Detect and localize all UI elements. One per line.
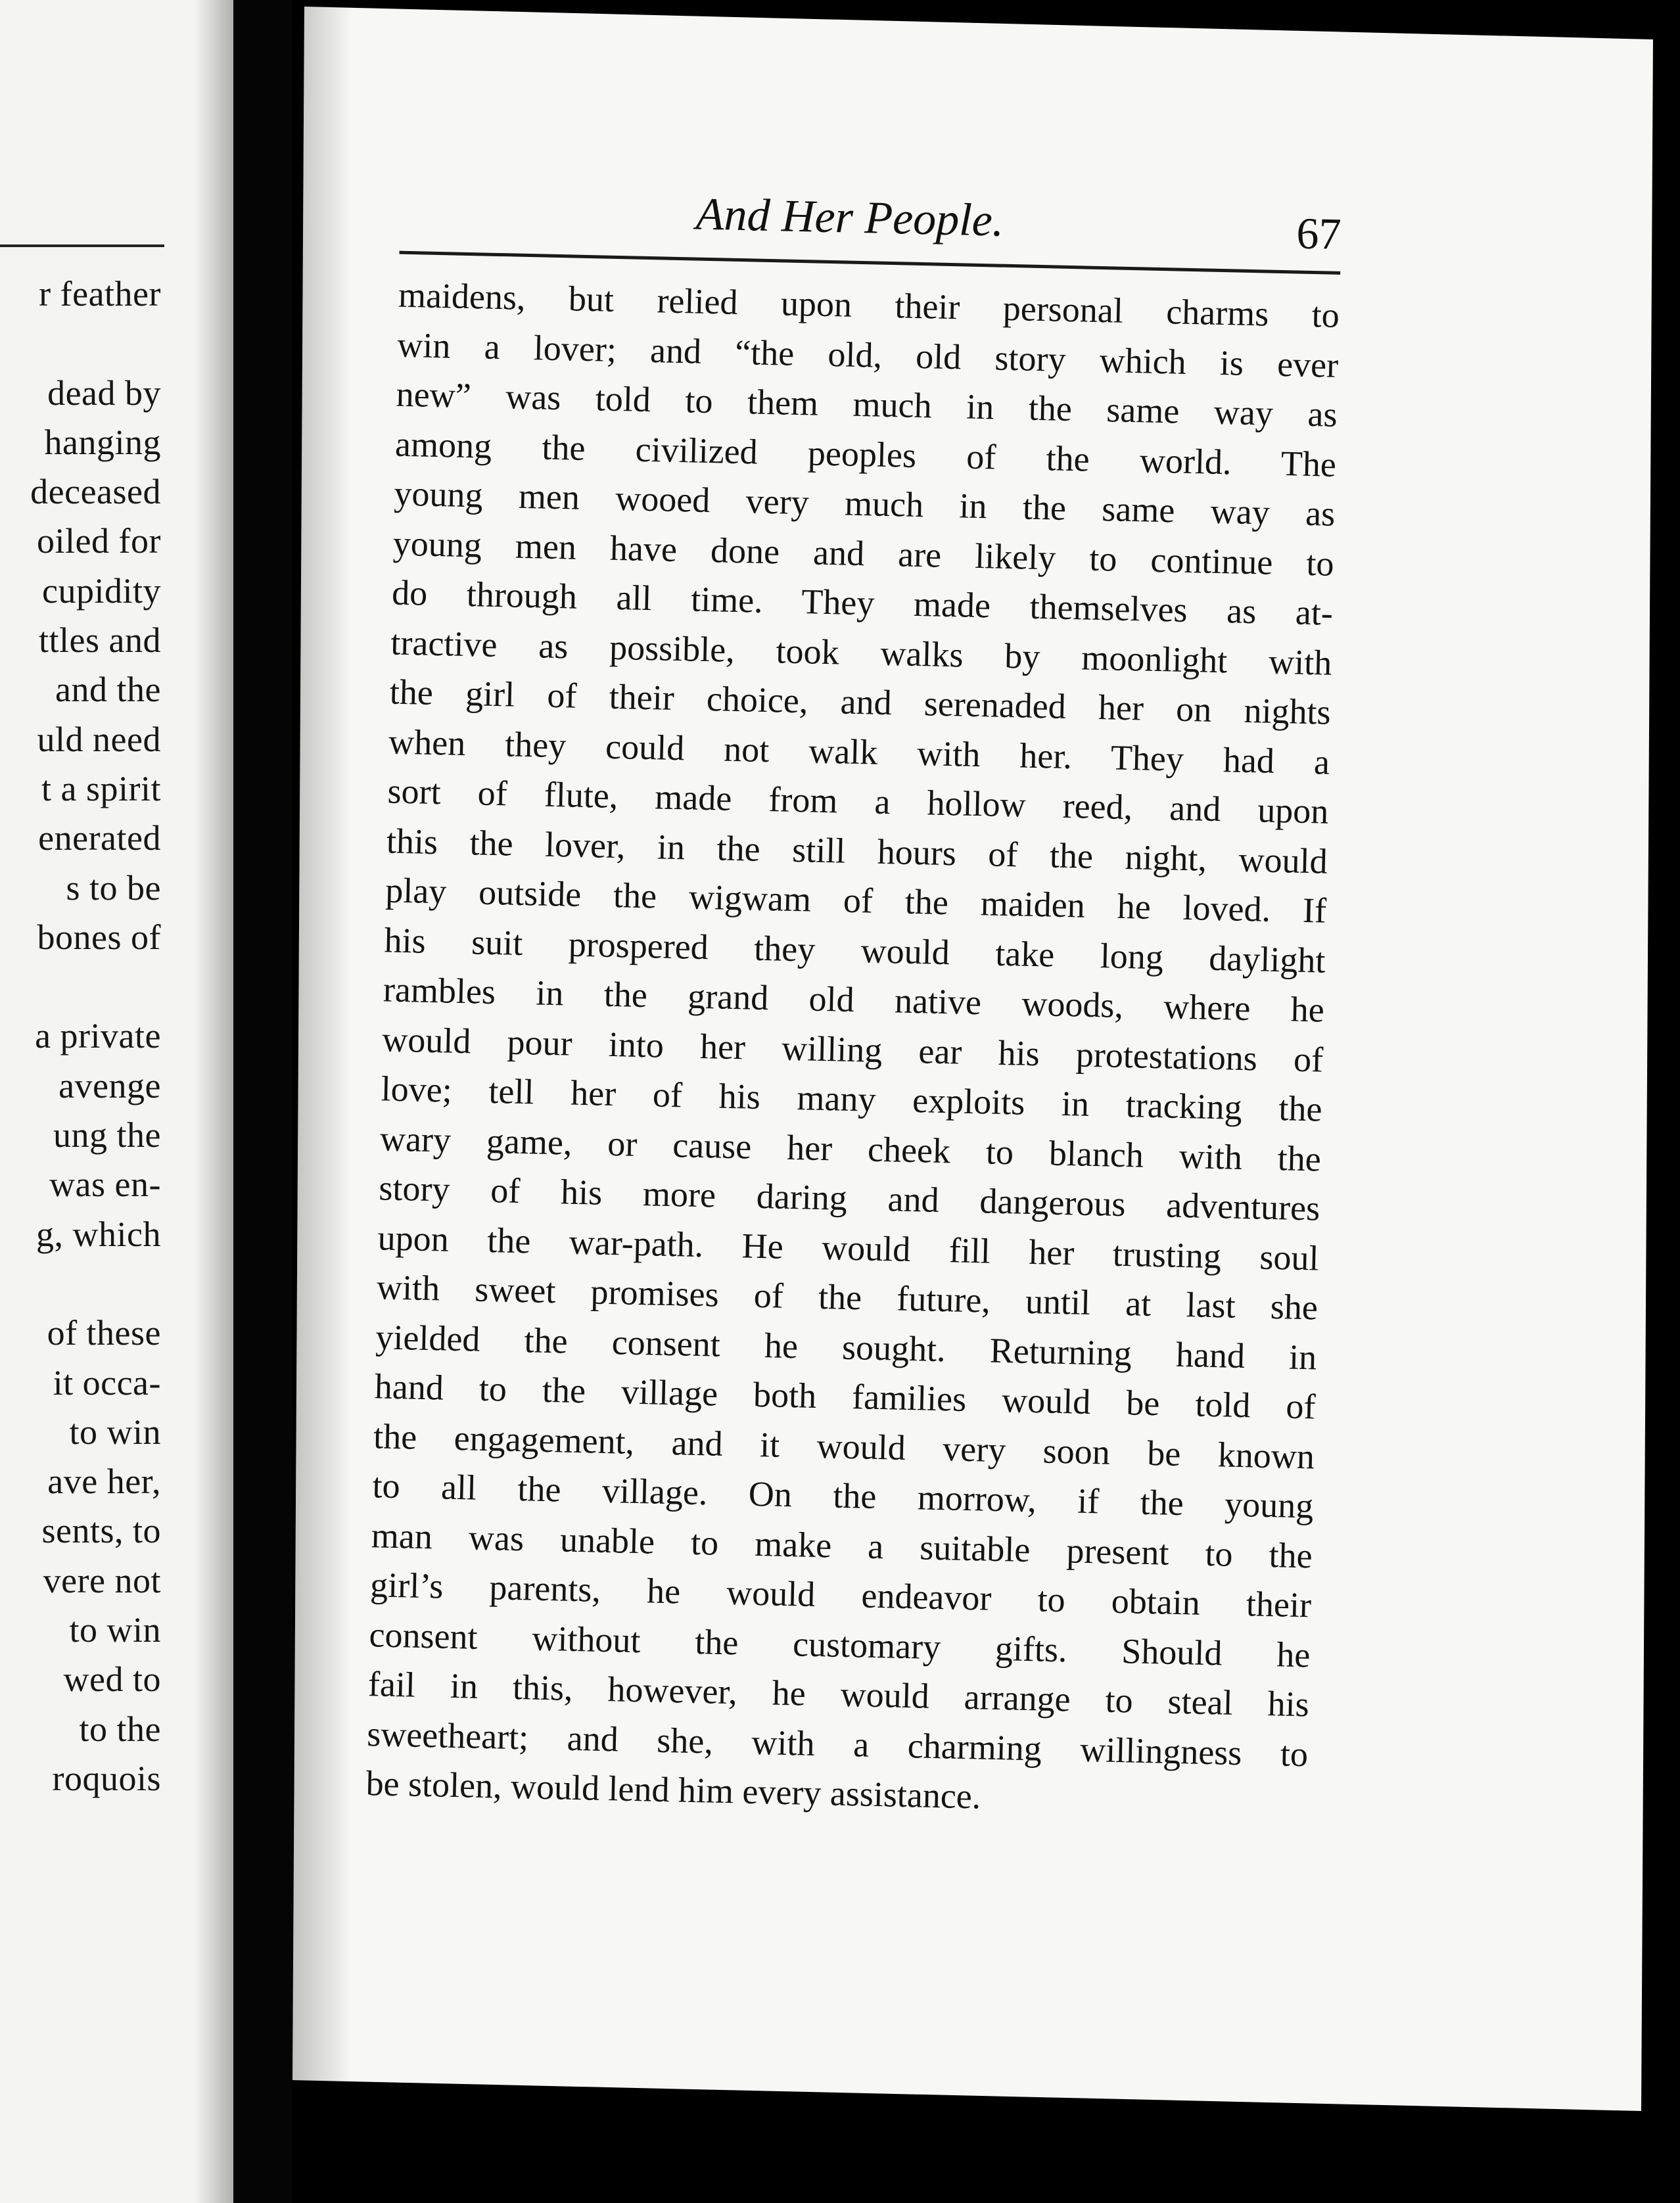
- left-text-line: ung the: [53, 1115, 161, 1155]
- text-line: hand to the village both families would be told of: [374, 1366, 1317, 1427]
- left-text-line: to the: [79, 1709, 161, 1749]
- left-text-line: cupidity: [42, 570, 161, 611]
- left-text-line: sents, to: [41, 1511, 161, 1551]
- left-text-line: g, which: [36, 1214, 161, 1254]
- left-text-line: dead by: [47, 373, 161, 413]
- left-text-line: bones of: [37, 917, 161, 957]
- left-text-line: wed to: [63, 1659, 161, 1700]
- left-text-line: [0, 1259, 161, 1309]
- text-line: man was unable to make a suitable present to the: [371, 1515, 1313, 1575]
- text-line: girl’s parents, he would endeavor to obtain their: [369, 1565, 1312, 1625]
- right-page-binding-shadow: [292, 0, 352, 2203]
- text-line: rambles in the grand old native woods, where he: [383, 969, 1325, 1030]
- left-text-line: uld need: [37, 719, 161, 759]
- left-facing-page: [0, 0, 233, 2203]
- left-text-line: it occa-: [53, 1362, 161, 1403]
- text-line: would pour into her willing ear his protestations of: [381, 1019, 1324, 1080]
- text-line: the girl of their choice, and serenaded her on nights: [389, 672, 1332, 732]
- text-line: to all the village. On the morrow, if the young: [371, 1466, 1314, 1526]
- text-line: maidens, but relied upon their personal charms to: [398, 275, 1340, 335]
- text-line: fail in this, however, he would arrange to steal his: [367, 1664, 1310, 1725]
- left-text-line: ttles and: [39, 620, 161, 661]
- text-line: wary game, or cause her cheek to blanch with the: [379, 1118, 1322, 1179]
- left-text-line: s to be: [66, 868, 161, 908]
- text-line: consent without the customary gifts. Should he: [368, 1614, 1311, 1675]
- book-gutter: [233, 0, 292, 2203]
- left-page-head-rule: [0, 244, 164, 247]
- left-text-line: [0, 319, 161, 368]
- left-text-line: a private: [35, 1016, 161, 1056]
- left-text-line: roquois: [52, 1758, 161, 1798]
- left-text-line: enerated: [38, 818, 161, 858]
- text-line: yielded the consent he sought. Returning hand in: [375, 1316, 1317, 1378]
- text-line: sweetheart; and she, with a charming willingness to: [366, 1713, 1309, 1774]
- body-paragraph: [365, 271, 1340, 1829]
- page-number: 67: [1295, 208, 1342, 259]
- text-line: win a lover; and “the old, old story which is ever: [396, 325, 1339, 385]
- left-text-line: of these: [47, 1313, 161, 1353]
- text-line: his suit prospered they would take long daylight: [384, 919, 1326, 981]
- left-text-line: deceased: [30, 472, 161, 512]
- text-line: with sweet promises of the future, until at last she: [376, 1267, 1318, 1328]
- text-line: sort of flute, made from a hollow reed, and upon: [386, 771, 1329, 831]
- left-text-line: ave her,: [47, 1462, 161, 1502]
- left-text-line: and the: [55, 670, 161, 710]
- left-text-line: [0, 962, 161, 1011]
- text-line: upon the war-path. He would fill her trusting soul: [377, 1217, 1320, 1278]
- text-line: love; tell her of his many exploits in tracking the: [381, 1069, 1323, 1129]
- running-title: And Her People.: [695, 189, 1005, 246]
- left-text-line: oiled for: [37, 521, 161, 561]
- left-text-line: was en-: [49, 1165, 161, 1205]
- text-line: this the lover, in the still hours of the night, would: [386, 820, 1328, 881]
- left-text-line: t a spirit: [41, 768, 161, 808]
- left-text-line: avenge: [58, 1065, 161, 1105]
- text-line: among the civilized peoples of the world. The: [394, 424, 1337, 484]
- left-text-line: to win: [69, 1412, 161, 1452]
- text-line: story of his more daring and dangerous adventures: [378, 1168, 1320, 1228]
- scan-border: [1653, 0, 1680, 2203]
- left-text-line: to win: [69, 1610, 161, 1650]
- text-line: young men wooed very much in the same way as: [393, 473, 1336, 534]
- text-line: new” was told to them much in the same way as: [396, 374, 1338, 434]
- text-line: young men have done and are likely to continue to: [392, 523, 1335, 584]
- text-line: tractive as possible, took walks by moonlight with: [390, 622, 1332, 683]
- text-line: play outside the wigwam of the maiden he loved. If: [385, 870, 1327, 931]
- text-line: do through all time. They made themselves as at-: [391, 572, 1334, 633]
- left-page-text: [0, 269, 161, 1803]
- text-line: when they could not walk with her. They had a: [388, 722, 1330, 782]
- left-page-binding-shadow: [194, 0, 233, 2203]
- left-text-line: r feather: [39, 274, 161, 313]
- text-line: the engagement, and it would very soon be known: [373, 1416, 1315, 1476]
- left-text-line: vere not: [43, 1560, 161, 1600]
- text-line: be stolen, would lend him every assistance.: [365, 1763, 981, 1817]
- left-text-line: hanging: [44, 422, 161, 462]
